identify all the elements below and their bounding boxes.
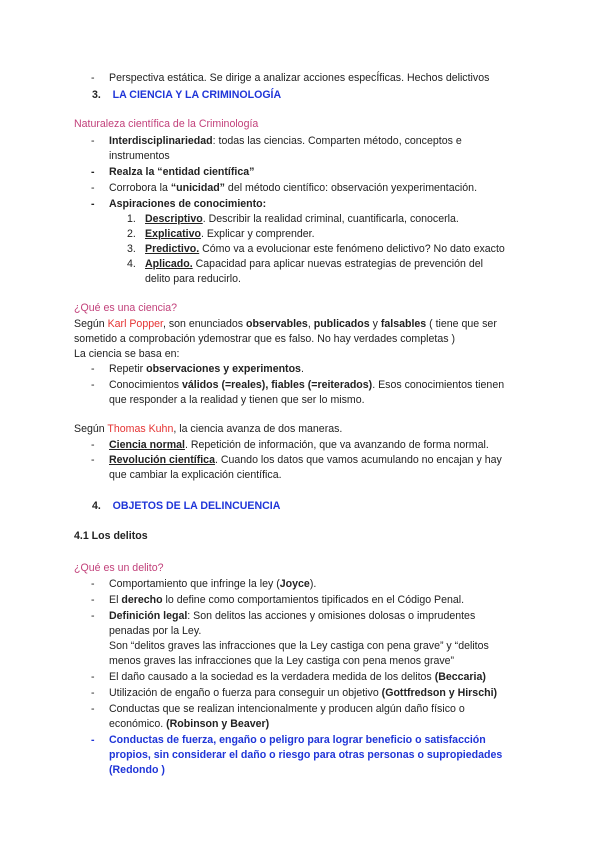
bullet-dash: - bbox=[91, 439, 95, 451]
explicativo-item: Explicativo. Explicar y comprender. bbox=[145, 228, 315, 240]
bullet-dash: - bbox=[91, 671, 95, 683]
popper-paragraph: Según Karl Popper, son enunciados observables, publicados y falsables ( tiene que ser bbox=[74, 318, 497, 330]
list-number: 4. bbox=[127, 258, 136, 270]
descriptivo-item: Descriptivo. Describir la realidad criminal, cuantificarla, conocerla. bbox=[145, 213, 459, 225]
robinson-item: Conductas que se realizan intencionalmente y producen algún daño físico o bbox=[109, 703, 465, 715]
ciencia-normal-item: Ciencia normal. Repetición de información, que va avanzando de forma normal. bbox=[109, 439, 489, 451]
robinson-cont: económico. (Robinson y Beaver) bbox=[109, 718, 270, 730]
beccaria-item: El daño causado a la sociedad es la verdadera medida de los delitos (Beccaria) bbox=[109, 671, 486, 683]
revolucion-cientifica-item: Revolución científica. Cuando los datos que vamos acumulando no encajan y hay bbox=[109, 454, 502, 466]
revolucion-cientifica-cont: que cambiar la explicación científica. bbox=[109, 469, 282, 481]
bullet-dash: - bbox=[91, 594, 95, 606]
derecho-item: El derecho lo define como comportamientos tipificados en el Código Penal. bbox=[109, 594, 465, 606]
section-4-heading: 4. OBJETOS DE LA DELINCUENCIA bbox=[92, 500, 281, 512]
redondo-cont-1: propios, sin considerar el daño o riesgo para otras personas o supropiedades bbox=[109, 749, 503, 761]
bullet-dash: - bbox=[91, 182, 95, 194]
gottfredson-item: Utilización de engaño o fuerza para conseguir un objetivo (Gottfredson y Hirschi) bbox=[109, 687, 498, 699]
delito-heading: ¿Qué es un delito? bbox=[74, 562, 164, 574]
bullet-dash: - bbox=[91, 363, 95, 375]
intro-bullet: Perspectiva estática. Se dirige a analizar acciones especÍficas. Hechos delictivos bbox=[109, 72, 490, 84]
redondo-item: Conductas de fuerza, engaño o peligro para lograr beneficio o satisfacción bbox=[109, 734, 486, 746]
conocimientos-item: Conocimientos válidos (=reales), fiables (=reiterados). Esos conocimientos tienen bbox=[109, 379, 505, 391]
aspiraciones-item: Aspiraciones de conocimiento: bbox=[109, 198, 267, 210]
definicion-legal-cont-1: penadas por la Ley. bbox=[109, 625, 202, 637]
bullet-dash: - bbox=[91, 687, 95, 699]
bullet-dash: - bbox=[91, 578, 95, 590]
bullet-dash: - bbox=[91, 166, 95, 178]
list-number: 3. bbox=[127, 243, 136, 255]
list-number: 2. bbox=[127, 228, 136, 240]
bullet-dash: - bbox=[91, 198, 95, 210]
bullet-dash: - bbox=[91, 379, 95, 391]
bullet-dash: - bbox=[91, 703, 95, 715]
definicion-legal-item: Definición legal: Son delitos las acciones y omisiones dolosas o imprudentes bbox=[109, 610, 476, 622]
bullet-dash: - bbox=[91, 454, 95, 466]
predictivo-item: Predictivo. Cómo va a evolucionar este fenómeno delictivo? No dato exacto bbox=[145, 243, 505, 255]
joyce-item: Comportamiento que infringe la ley (Joyce). bbox=[109, 578, 317, 590]
entidad-cientifica-item: Realza la “entidad científica” bbox=[109, 166, 255, 178]
aplicado-cont: delito para reducirlo. bbox=[145, 273, 241, 285]
redondo-cont-2: (Redondo ) bbox=[109, 764, 165, 776]
popper-paragraph-cont: sometido a comprobación ydemostrar que es falso. No hay verdades completas ) bbox=[74, 333, 455, 345]
interdisciplinariedad-item: Interdisciplinariedad: todas las ciencias. Comparten método, conceptos e bbox=[109, 135, 462, 147]
kuhn-paragraph: Según Thomas Kuhn, la ciencia avanza de dos maneras. bbox=[74, 423, 343, 435]
interdisciplinariedad-cont: instrumentos bbox=[109, 150, 170, 162]
subsection-heading: 4.1 Los delitos bbox=[74, 530, 148, 542]
conocimientos-cont: que responder a la realidad y tienen que ser lo mismo. bbox=[109, 394, 365, 406]
definicion-legal-cont-3: menos graves las infracciones que la Ley castiga con pena menos grave” bbox=[109, 655, 455, 667]
bullet-dash: - bbox=[91, 135, 95, 147]
unicidad-item: Corrobora la “unicidad” del método científico: observación yexperimentación. bbox=[109, 182, 478, 194]
repetir-item: Repetir observaciones y experimentos. bbox=[109, 363, 304, 375]
bullet-dash: - bbox=[91, 734, 95, 746]
list-number: 1. bbox=[127, 213, 136, 225]
definicion-legal-cont-2: Son “delitos graves las infracciones que la Ley castiga con pena grave” y “delitos bbox=[109, 640, 489, 652]
bullet-dash: - bbox=[91, 610, 95, 622]
naturaleza-heading: Naturaleza científica de la Criminología bbox=[74, 118, 259, 130]
bullet-dash: - bbox=[91, 72, 95, 84]
ciencia-base: La ciencia se basa en: bbox=[74, 348, 180, 360]
section-3-heading: 3. LA CIENCIA Y LA CRIMINOLOGÍA bbox=[92, 89, 282, 101]
ciencia-heading: ¿Qué es una ciencia? bbox=[74, 302, 178, 314]
aplicado-item: Aplicado. Capacidad para aplicar nuevas estrategias de prevención del bbox=[145, 258, 484, 270]
